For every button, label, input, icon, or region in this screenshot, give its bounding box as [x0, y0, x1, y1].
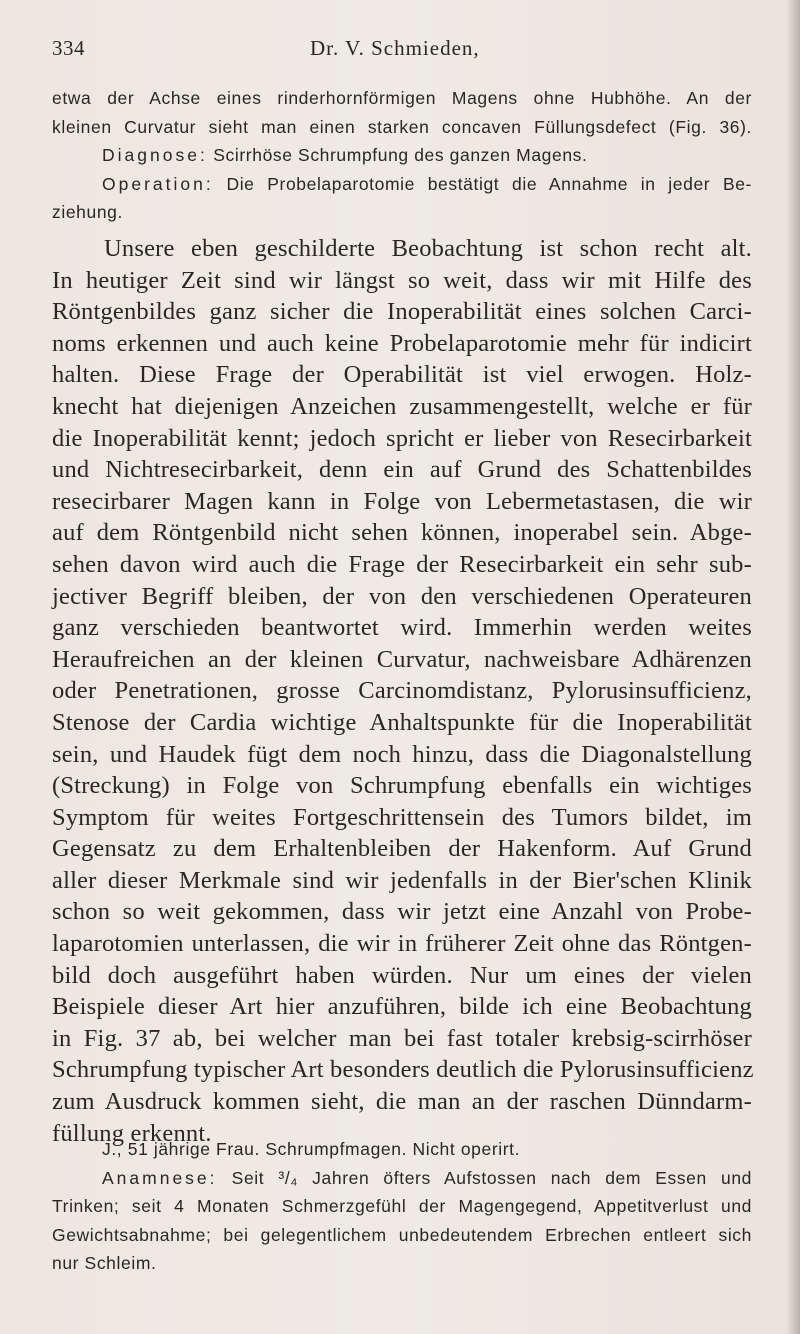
text-line: bild doch ausgeführt haben würden. Nur um eines der vielen: [52, 961, 752, 989]
case-heading: J., 51 jährige Frau. Schrumpfmagen. Nicht operirt.: [102, 1139, 521, 1159]
text-line: die Inoperabilität kennt; jedoch spricht er lieber von Resecirbarkeit: [52, 424, 752, 452]
case-report: [52, 1135, 752, 1278]
anamnese-text: Seit ³/₄ Jahren öfters Aufstossen nach dem Essen und: [217, 1167, 752, 1188]
diagnose-line: [52, 141, 752, 170]
operation-label: Operation:: [102, 173, 214, 194]
text-line: etwa der Achse eines rinderhornförmigen Magens ohne Hubhöhe. An der: [52, 88, 752, 108]
text-line: ganz verschieden beantwortet wird. Immerhin werden weites: [52, 614, 752, 642]
text-line: oder Penetrationen, grosse Carcinomdistanz, Pylorusinsufficienz,: [52, 677, 752, 705]
page-number: 334: [52, 36, 85, 60]
text-line: Schrumpfung typischer Art besonders deutlich die Pylorusinsufficienz: [52, 1056, 754, 1084]
text-line: Unsere eben geschilderte Beobachtung ist schon recht alt.: [104, 235, 752, 262]
text-line: ziehung.: [52, 202, 123, 222]
main-paragraph: [52, 233, 752, 1149]
text-line: knecht hat diejenigen Anzeichen zusammengestellt, welche er für: [52, 392, 752, 420]
text-line: auf dem Röntgenbild nicht sehen können, inoperabel sein. Abge-: [52, 519, 752, 547]
diagnose-label: Diagnose:: [102, 145, 208, 165]
text-line: kleinen Curvatur sieht man einen starken concaven Füllungsdefect (Fig. 36).: [52, 116, 752, 137]
page-edge-shadow: [786, 0, 800, 1334]
running-head-author: Dr. V. Schmieden,: [310, 36, 480, 60]
text-line: laparotomien unterlassen, die wir in früherer Zeit ohne das Röntgen-: [52, 930, 752, 958]
text-line: resecirbarer Magen kann in Folge von Lebermetastasen, die wir: [52, 487, 752, 515]
text-line: sein, und Haudek fügt dem noch hinzu, dass die Diagonalstellung: [52, 740, 752, 768]
diagnose-text: Scirrhöse Schrumpfung des ganzen Magens.: [207, 145, 588, 165]
text-line: sehen davon wird auch die Frage der Resecirbarkeit ein sehr sub-: [52, 550, 752, 578]
text-line: Stenose der Cardia wichtige Anhaltspunkte für die Inoperabilität: [52, 708, 752, 736]
text-line: zum Ausdruck kommen sieht, die man an der raschen Dünndarm-: [52, 1088, 752, 1116]
operation-line: [52, 170, 752, 199]
text-line: noms erkennen und auch keine Probelaparotomie mehr für indicirt: [52, 329, 752, 357]
text-line: Trinken; seit 4 Monaten Schmerzgefühl der Magengegend, Appetitverlust und: [52, 1196, 752, 1216]
text-line: jectiver Begriff bleiben, der von den verschiedenen Operateuren: [52, 582, 752, 610]
text-line: füllung erkennt.: [52, 1119, 212, 1147]
text-line: Heraufreichen an der kleinen Curvatur, nachweisbare Adhärenzen: [52, 645, 752, 673]
text-line: und Nichtresecirbarkeit, denn ein auf Grund des Schattenbildes: [52, 456, 752, 484]
text-line: (Streckung) in Folge von Schrumpfung ebenfalls ein wichtiges: [52, 772, 752, 800]
case-continuation: [52, 84, 752, 227]
text-line: Gewichtsabnahme; bei gelegentlichem unbedeutendem Erbrechen entleert sich: [52, 1224, 752, 1245]
anamnese-label: Anamnese:: [102, 1167, 218, 1188]
text-line: in Fig. 37 ab, bei welcher man bei fast totaler krebsig-scirrhöser: [52, 1024, 752, 1052]
operation-text: Die Probelaparotomie bestätigt die Annahme in jeder Be-: [213, 173, 752, 194]
text-line: aller dieser Merkmale sind wir jedenfalls in der Bier'schen Klinik: [52, 866, 752, 894]
running-header: [52, 36, 752, 66]
text-line: halten. Diese Frage der Operabilität ist viel erwogen. Holz-: [52, 361, 752, 389]
text-line: schon so weit gekommen, dass wir jetzt eine Anzahl von Probe-: [52, 898, 752, 926]
text-line: In heutiger Zeit sind wir längst so weit, dass wir mit Hilfe des: [52, 266, 752, 294]
text-line: Symptom für weites Fortgeschrittensein des Tumors bildet, im: [52, 803, 752, 831]
text-line: Gegensatz zu dem Erhaltenbleiben der Hakenform. Auf Grund: [52, 835, 752, 863]
text-line: Beispiele dieser Art hier anzuführen, bilde ich eine Beobachtung: [52, 993, 752, 1021]
text-line: nur Schleim.: [52, 1253, 157, 1273]
anamnese-line: [52, 1164, 752, 1193]
text-line: Röntgenbildes ganz sicher die Inoperabilität eines solchen Carci-: [52, 298, 752, 326]
